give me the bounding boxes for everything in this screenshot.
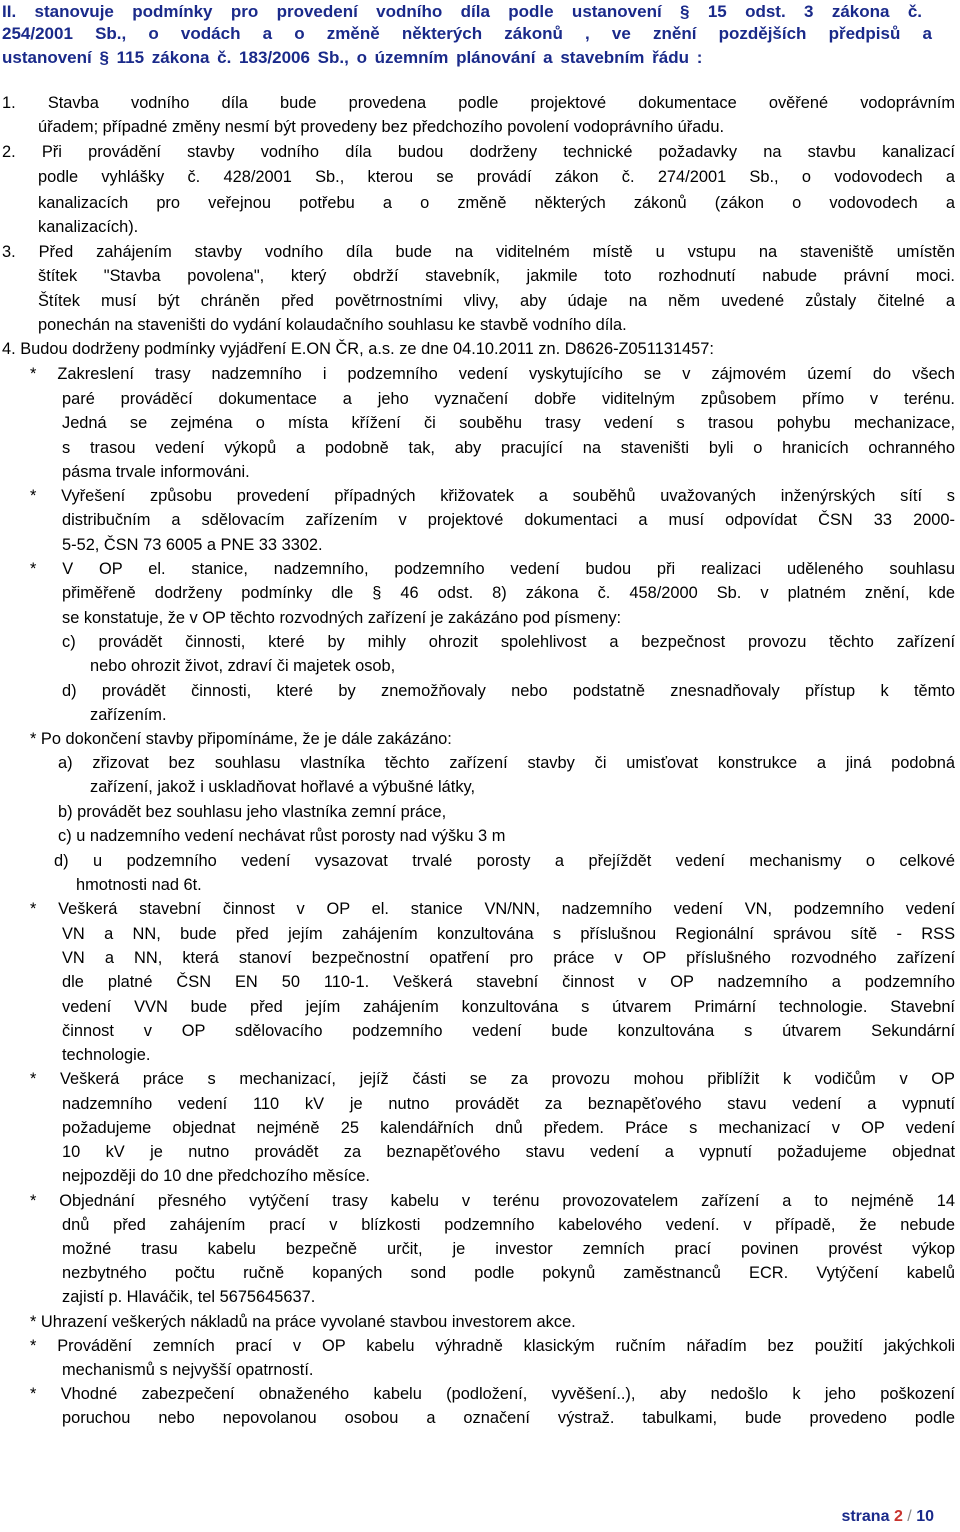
body-line: činnost v OP sdělovacího podzemního vedení bude konzultována s útvarem Sekundární — [62, 1022, 955, 1040]
body-line: d) provádět činnosti, které by znemožňovaly nebo podstatně znesnadňovaly přístup k těmto — [62, 682, 955, 700]
body-line: dnů před zahájením prací v blízkosti podzemního kabelového vedení. v případě, že nebude — [62, 1216, 955, 1234]
body-line: * Zakreslení trasy nadzemního i podzemního vedení vyskytujícího se v zájmovém území do všech — [30, 365, 955, 383]
body-line: 5-52, ČSN 73 6005 a PNE 33 3302. — [62, 536, 323, 554]
body-line: nezbytného počtu ručně kopaných sond podle pokynů zaměstnanců ECR. Vytýčení kabelů — [62, 1264, 955, 1282]
body-line: Štítek musí být chráněn před povětrnostními vlivy, aby údaje na něm uvedené zůstaly čitelné a — [38, 292, 955, 310]
body-line: zařízením. — [90, 706, 167, 724]
body-line: paré prováděcí dokumentace a jeho vyznačení dobře viditelným způsobem přímo v terénu. — [62, 390, 955, 408]
body-line: štítek "Stavba povolena", který obdrží stavebník, jakmile toto rozhodnutí nabude právní moci. — [38, 267, 955, 285]
body-line: mechanismů s nejvyšší opatrností. — [62, 1361, 314, 1379]
page-number — [841, 1508, 934, 1526]
body-line: zařízení, jakož i uskladňovat hořlavé a výbušné látky, — [90, 778, 476, 796]
total-pages: 10 — [916, 1508, 934, 1525]
body-line: 3. Před zahájením stavby vodního díla bude na viditelném místě u vstupu na staveniště umístěn — [2, 243, 955, 261]
body-line: a) zřizovat bez souhlasu vlastníka těchto zařízení stavby či umisťovat konstrukce a jiná podobná — [58, 754, 955, 772]
body-line: * Vhodné zabezpečení obnaženého kabelu (podložení, vyvěšení..), aby nedošlo k jeho poškození — [30, 1385, 955, 1403]
body-line: c) provádět činnosti, které by mihly ohrozit spolehlivost a bezpečnost provozu těchto zařízení — [62, 633, 955, 651]
body-line: dle platné ČSN EN 50 110-1. Veškerá stavební činnost v OP nadzemního a podzemního — [62, 973, 955, 991]
body-line: 1. Stavba vodního díla bude provedena podle projektové dokumentace ověřené vodoprávním — [2, 94, 955, 112]
body-line: * Veškerá práce s mechanizací, jejíž části se za provozu mohou přiblížit k vodičům v OP — [30, 1070, 955, 1088]
body-line: * Po dokončení stavby připomínáme, že je dále zakázáno: — [30, 730, 452, 748]
body-line: úřadem; případné změny nesmí být provedeny bez předchozího povolení vodoprávního úřadu. — [38, 118, 725, 136]
body-line: kanalizacích). — [38, 218, 139, 236]
body-line: vedení VVN bude před jejím zahájením konzultována s útvarem Primární technologie. Stavební — [62, 998, 955, 1016]
body-line: 4. Budou dodrženy podmínky vyjádření E.ON ČR, a.s. ze dne 04.10.2011 zn. D8626-Z051131457: — [2, 340, 714, 358]
body-line: nadzemního vedení 110 kV je nutno provádět za beznapěťového stavu vedení a vypnutí — [62, 1095, 955, 1113]
body-line: podle vyhlášky č. 428/2001 Sb., kterou se provádí zákon č. 274/2001 Sb., o vodovodech a — [38, 168, 955, 186]
body-line: c) u nadzemního vedení nechávat růst porosty nad výšku 3 m — [58, 827, 506, 845]
heading-line: ustanovení § 115 zákona č. 183/2006 Sb., o územním plánování a stavebním řádu : — [2, 48, 703, 67]
body-line: d) u podzemního vedení vysazovat trvalé porosty a přejíždět vedení mechanismy o celkové — [54, 852, 955, 870]
heading-line: 254/2001 Sb., o vodách a o změně některých zákonů , ve znění pozdějších předpisů a — [2, 24, 932, 43]
body-line: se konstatuje, že v OP těchto rozvodných zařízení je zakázáno pod písmeny: — [62, 609, 622, 627]
body-line: ponechán na staveništi do vydání kolaudačního souhlasu ke stavbě vodního díla. — [38, 316, 627, 334]
page-label: strana — [841, 1508, 890, 1525]
body-line: * Provádění zemních prací v OP kabelu výhradně klasickým ručním nářadím bez použití jakýchkoli — [30, 1337, 955, 1355]
body-line: 10 kV je nutno provádět za beznapěťového stavu vedení a vypnutí požadujeme objednat — [62, 1143, 955, 1161]
body-line: nejpozději do 10 dne předchozího měsíce. — [62, 1167, 370, 1185]
body-line: možné trasu kabelu bezpečně určit, je investor zemních prací povinen provést výkop — [62, 1240, 955, 1258]
body-line: požadujeme objednat nejméně 25 kalendářních dnů předem. Práce s mechanizací v OP vedení — [62, 1119, 955, 1137]
heading-line: II. stanovuje podmínky pro provedení vodního díla podle ustanovení § 15 odst. 3 zákona č. — [2, 2, 922, 21]
body-line: * Veškerá stavební činnost v OP el. stanice VN/NN, nadzemního vedení VN, podzemního vedení — [30, 900, 955, 918]
body-line: * Uhrazení veškerých nákladů na práce vyvolané stavbou investorem akce. — [30, 1313, 576, 1331]
body-line: zajistí p. Hlaváčik, tel 5675645637. — [62, 1288, 316, 1306]
body-line: poruchou nebo nepovolanou osobou a označení výstraž. tabulkami, bude provedeno podle — [62, 1409, 955, 1427]
body-line: b) provádět bez souhlasu jeho vlastníka zemní práce, — [58, 803, 447, 821]
page-separator: / — [907, 1508, 912, 1525]
body-line: Jedná se zejména o místa křížení či souběhu trasy vedení s trasou pohybu mechanizace, — [62, 414, 955, 432]
body-line: distribučním a sdělovacím zařízením v projektové dokumentaci a musí odpovídat ČSN 33 2000- — [62, 511, 955, 529]
body-line: s trasou vedení výkopů a podobně tak, aby pracující na staveništi byli o hranicích ochranného — [62, 439, 955, 457]
body-line: technologie. — [62, 1046, 151, 1064]
body-line: nebo ohrozit život, zdraví či majetek osob, — [90, 657, 396, 675]
body-line: přiměřeně dodrženy podmínky dle § 46 odst. 8) zákona č. 458/2000 Sb. v platném znění, kde — [62, 584, 955, 602]
body-line: 2. Při provádění stavby vodního díla budou dodrženy technické požadavky na stavbu kanalizací — [2, 143, 955, 161]
body-line: VN a NN, bude před jejím zahájením konzultována s příslušnou Regionální správou sítě - RSS — [62, 925, 955, 943]
body-line: * Objednání přesného vytýčení trasy kabelu v terénu provozovatelem zařízení a to nejméně 14 — [30, 1192, 955, 1210]
body-line: pásma trvale informováni. — [62, 463, 250, 481]
body-line: kanalizacích pro veřejnou potřebu a o změně některých zákonů (zákon o vodovodech a — [38, 194, 955, 212]
current-page: 2 — [893, 1508, 903, 1525]
body-line: VN a NN, která stanoví bezpečnostní opatření pro práce v OP příslušného rozvodného zařízení — [62, 949, 955, 967]
body-line: hmotnosti nad 6t. — [76, 876, 202, 894]
body-line: * V OP el. stanice, nadzemního, podzemního vedení budou při realizaci uděleného souhlasu — [30, 560, 955, 578]
body-line: * Vyřešení způsobu provedení případných křižovatek a souběhů uvažovaných inženýrských sítí s — [30, 487, 955, 505]
